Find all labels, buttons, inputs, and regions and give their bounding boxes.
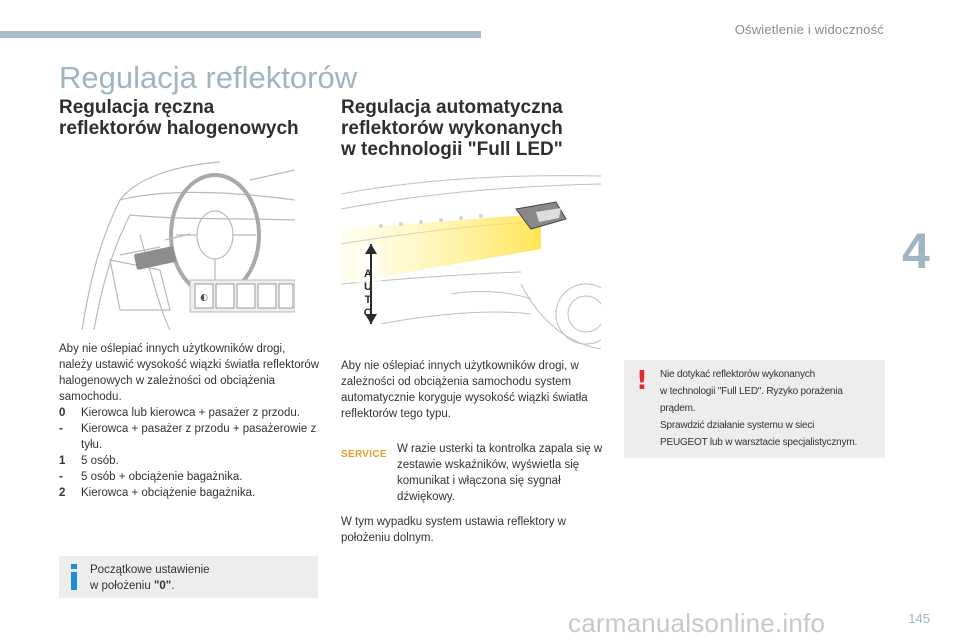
right-subtitle-line3: w technologii "Full LED" (341, 139, 563, 160)
right-subtitle-line2: reflektorów wykonanych (341, 118, 563, 139)
warning-line: prądem. (660, 403, 696, 414)
warning-line: w technologii "Full LED". Ryzyko porażenia (660, 386, 843, 397)
chapter-number: 4 (902, 223, 930, 279)
section-header: Oświetlenie i widoczność (734, 22, 884, 37)
info-text (90, 562, 210, 594)
left-intro-text: Aby nie oślepiać innych użytkowników drogi, należy ustawić wysokość wiązki światła reflektorów halogenowych w zależności od obciążenia samochodu. (59, 343, 320, 403)
info-icon (69, 564, 79, 590)
list-item-text: Kierowca lub kierowca + pasażer z przodu. (81, 407, 300, 419)
list-item-text: 5 osób + obciążenie bagażnika. (81, 471, 243, 483)
warning-line: Sprawdzić działanie systemu w sieci (660, 420, 815, 431)
auto-label-text: AUTO (363, 268, 373, 319)
list-item-key: - (59, 423, 63, 435)
load-list (59, 405, 321, 501)
warning-line: PEUGEOT lub w warsztacie specjalistycznym. (660, 437, 858, 448)
left-subtitle-line2: reflektorów halogenowych (59, 118, 299, 139)
info-line1: Początkowe ustawienie (90, 564, 210, 576)
info-box (59, 556, 318, 598)
list-item (59, 453, 321, 469)
list-item-key: 1 (59, 455, 66, 467)
left-subtitle (59, 97, 329, 139)
list-item (59, 405, 321, 421)
headlight-illustration (341, 174, 601, 352)
list-item (59, 485, 321, 501)
right-intro-text: Aby nie oślepiać innych użytkowników drogi, w zależności od obciążenia samochodu system automatycznie koryguje wysokość wiązki światła reflektorów tego typu. (341, 360, 588, 420)
list-item (59, 421, 321, 453)
left-subtitle-line1: Regulacja ręczna (59, 97, 215, 118)
right-subtitle-line1: Regulacja automatyczna (341, 97, 563, 118)
warning-line: Nie dotykać reflektorów wykonanych (660, 369, 815, 380)
page-number: 145 (908, 611, 930, 626)
page-title: Regulacja reflektorów (59, 60, 358, 95)
header-bar (0, 31, 481, 38)
warning-exclamation-icon: ! (636, 366, 648, 396)
list-item-text: Kierowca + pasażer z przodu + pasażerowie z tyłu. (81, 423, 317, 451)
right-subtitle (341, 97, 611, 160)
service-text: W razie usterki ta kontrolka zapala się w zestawie wskaźników, wyświetla się komunikat i włączona się sygnał dźwiękowy. (397, 443, 603, 503)
service-warning-icon: SERVICE (341, 449, 387, 460)
info-line2-suffix: . (171, 580, 175, 592)
list-item-key: 2 (59, 487, 66, 499)
info-line2 (90, 578, 210, 594)
warning-text (660, 366, 882, 451)
fallback-text: W tym wypadku system ustawia reflektory w położeniu dolnym. (341, 516, 566, 544)
svg-text:◐: ◐ (200, 293, 208, 303)
list-item-text: 5 osób. (81, 455, 119, 467)
warning-box (624, 360, 885, 458)
info-value: "0" (153, 580, 172, 592)
list-item-key: - (59, 471, 63, 483)
watermark: carmanualsonline.info (568, 608, 826, 638)
list-item-text: Kierowca + obciążenie bagażnika. (81, 487, 256, 499)
list-item-key: 0 (59, 407, 66, 419)
info-line2-prefix: w położeniu (90, 580, 154, 592)
list-item (59, 469, 321, 485)
dashboard-illustration (80, 160, 295, 333)
